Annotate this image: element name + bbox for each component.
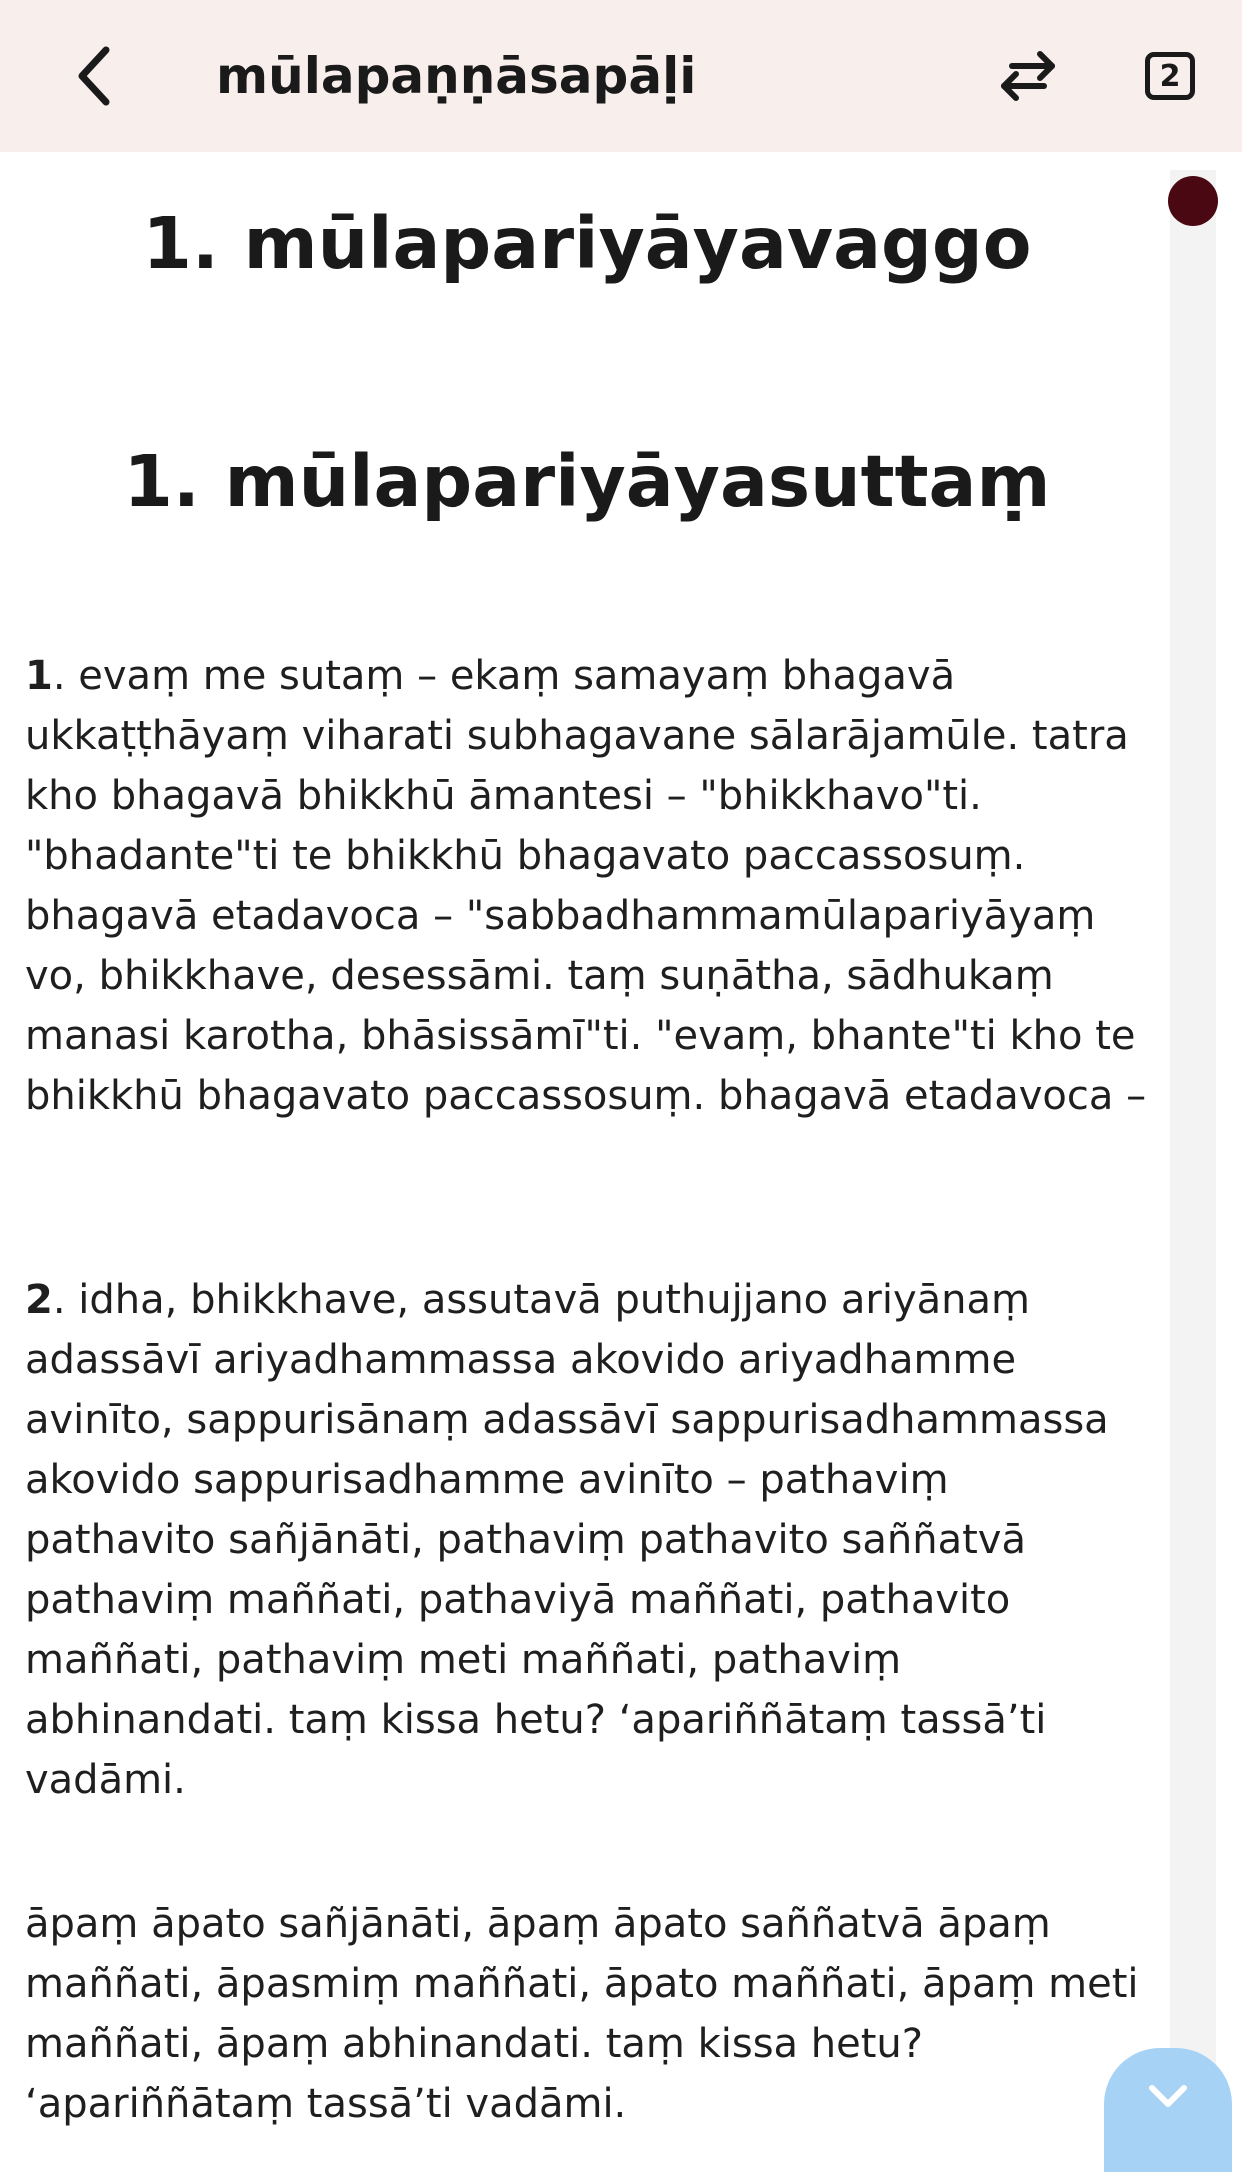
- paragraph-number: 1: [25, 653, 53, 699]
- paragraph-text: āpaṃ āpato sañjānāti, āpaṃ āpato saññatvā āpaṃ maññati, āpasmiṃ maññati, āpato maññati, āpaṃ meti maññati, āpaṃ abhinandati. taṃ kissa hetu? ‘apariññātaṃ tassā’ti vadāmi.: [25, 1901, 1139, 2127]
- tabs-button[interactable]: [1122, 28, 1218, 124]
- app-bar: [0, 0, 1242, 152]
- paragraph-number: 2: [25, 1277, 53, 1323]
- scrollbar-track[interactable]: [1170, 170, 1216, 2172]
- swap-button[interactable]: [980, 28, 1076, 124]
- paragraph-text: . idha, bhikkhave, assutavā puthujjano ariyānaṃ adassāvī ariyadhammassa akovido ariyadhamme avinīto, sappurisānaṃ adassāvī sappurisadhammassa akovido sappurisadhamme avinīto – pathaviṃ pathavito sañjānāti, pathaviṃ pathavito saññatvā pathaviṃ maññati, pathaviyā maññati, pathavito maññati, pathaviṃ meti maññati, pathaviṃ abhinandati. taṃ kissa hetu? ‘apariññātaṃ tassā’ti vadāmi.: [25, 1277, 1109, 1803]
- paragraph-text: . evaṃ me sutaṃ – ekaṃ samayaṃ bhagavā ukkaṭṭhāyaṃ viharati subhagavane sālarājamūle. tatra kho bhagavā bhikkhū āmantesi – "bhikkhavo"ti. "bhadante"ti te bhikkhū bhagavato paccassosuṃ. bhagavā etadavoca – "sabbadhammamūlapariyāyaṃ vo, bhikkhave, desessāmi. taṃ suṇātha, sādhukaṃ manasi karotha, bhāsissāmī"ti. "evaṃ, bhante"ti kho te bhikkhū bhagavato paccassosuṃ. bhagavā etadavoca –: [25, 653, 1147, 1119]
- back-button[interactable]: [48, 28, 144, 124]
- swap-arrows-icon: [996, 48, 1060, 104]
- paragraph-3: [25, 1894, 1150, 2134]
- paragraph-2: [25, 1270, 1150, 1810]
- tab-count: 2: [1159, 58, 1181, 94]
- chevron-down-icon: [1144, 2072, 1192, 2120]
- scroll-down-button[interactable]: [1104, 2048, 1232, 2172]
- sutta-title: 1. mūlapariyāyasuttaṃ: [123, 440, 1051, 523]
- reader-content[interactable]: [0, 152, 1150, 2172]
- app-title: mūlapaṇṇāsapāḷi: [216, 47, 697, 105]
- scrollbar-thumb[interactable]: [1168, 176, 1218, 226]
- tab-count-badge: [1145, 52, 1195, 100]
- chevron-left-icon: [72, 44, 120, 108]
- vagga-title: 1. mūlapariyāyavaggo: [142, 202, 1032, 285]
- paragraph-1: [25, 646, 1150, 1126]
